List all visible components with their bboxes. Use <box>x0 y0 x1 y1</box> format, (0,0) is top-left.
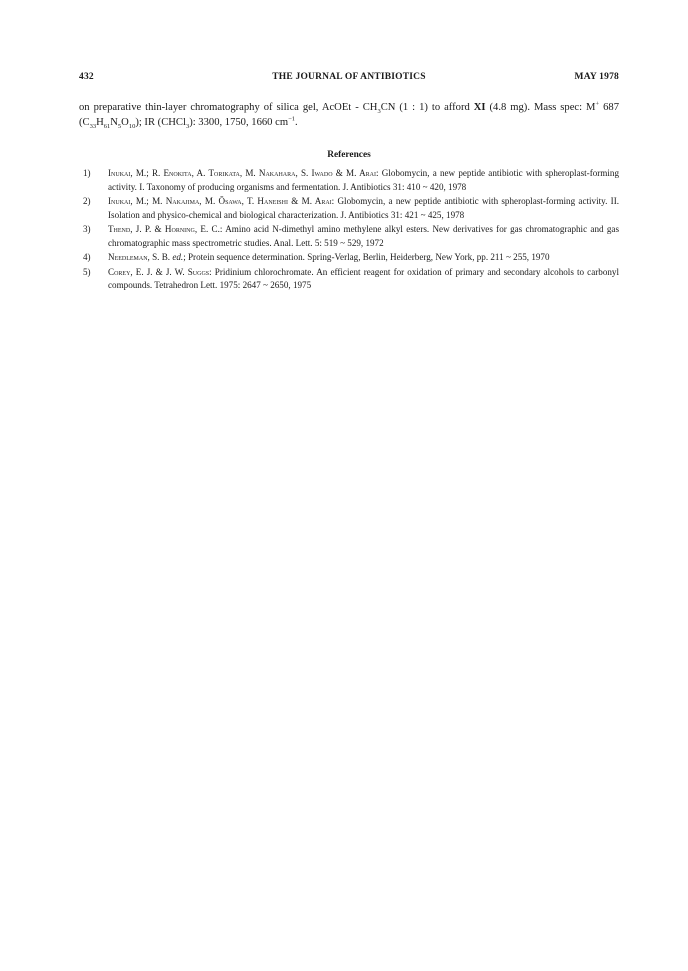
reference-text: Amino acid N-dimethyl amino methylene alkyl esters. New derivatives for gas chromatographic and gas chromatographic mass spectrometric studies. Anal. Lett. 5: 519 ~ 529, 1972 <box>108 224 619 248</box>
reference-item <box>79 266 619 293</box>
page-number: 432 <box>79 72 94 82</box>
reference-number: 3) <box>83 224 91 234</box>
reference-editor: ed. <box>170 252 184 262</box>
reference-number: 5) <box>83 266 91 277</box>
compound-label: XI <box>473 102 486 113</box>
running-head <box>79 72 619 86</box>
references-heading: References <box>327 150 371 160</box>
reference-number: 2) <box>83 196 91 206</box>
issue-date: MAY 1978 <box>574 72 619 82</box>
reference-item <box>79 223 619 250</box>
references-list <box>79 167 619 294</box>
reference-authors: Corey, E. J. & J. W. Suggs: <box>108 266 212 277</box>
reference-text: Pridinium chlorochromate. An efficient reagent for oxidation of primary and secondary alcohols to carbonyl compounds. Tetrahedron Lett. 1975: 2647 ~ 2650, 1975 <box>108 266 619 290</box>
reference-authors: Thend, J. P. & Horning, E. C.: <box>108 224 223 234</box>
reference-authors: Inukai, M.; M. Nakajima, M. Ōsawa, T. Haneishi & M. Arai: <box>108 196 335 206</box>
reference-number: 1) <box>83 168 91 178</box>
reference-item <box>79 195 619 222</box>
reference-item <box>79 167 619 194</box>
reference-number: 4) <box>83 252 91 262</box>
reference-item <box>79 251 619 265</box>
body-text <box>79 100 619 130</box>
reference-authors: Needleman, S. B. <box>108 252 171 262</box>
body-paragraph: on preparative thin-layer chromatography of silica gel, AcOEt - $CH_3CN$ (1 : 1) to afford XI (4.8 mg). Mass spec: M+ 687 $(C_{33}H_{61}N_5O_{10})$; IR (CHCl$_3$): 3300, 1750, 1660 $cm^{-1}$. <box>79 100 620 131</box>
journal-title: THE JOURNAL OF ANTIBIOTICS <box>272 72 426 82</box>
reference-text: ; Protein sequence determination. Spring-Verlag, Berlin, Heiderberg, New York, pp. 211 ~ 255, 1970 <box>183 252 550 262</box>
reference-text: Globomycin, a new peptide antibiotic with spheroplast-forming activity. I. Taxonomy of producing organisms and fermentation. J. Antibiotics 31: 410 ~ 420, 1978 <box>108 168 619 192</box>
reference-authors: Inukai, M.; R. Enokita, A. Torikata, M. Nakahara, S. Iwado & M. Arai: <box>108 168 379 178</box>
reference-text: Globomycin, a new peptide antibiotic with spheroplast-forming activity. II. Isolation and physico-chemical and biological characterization. J. Antibiotics 31: 421 ~ 425, 1978 <box>108 196 619 220</box>
